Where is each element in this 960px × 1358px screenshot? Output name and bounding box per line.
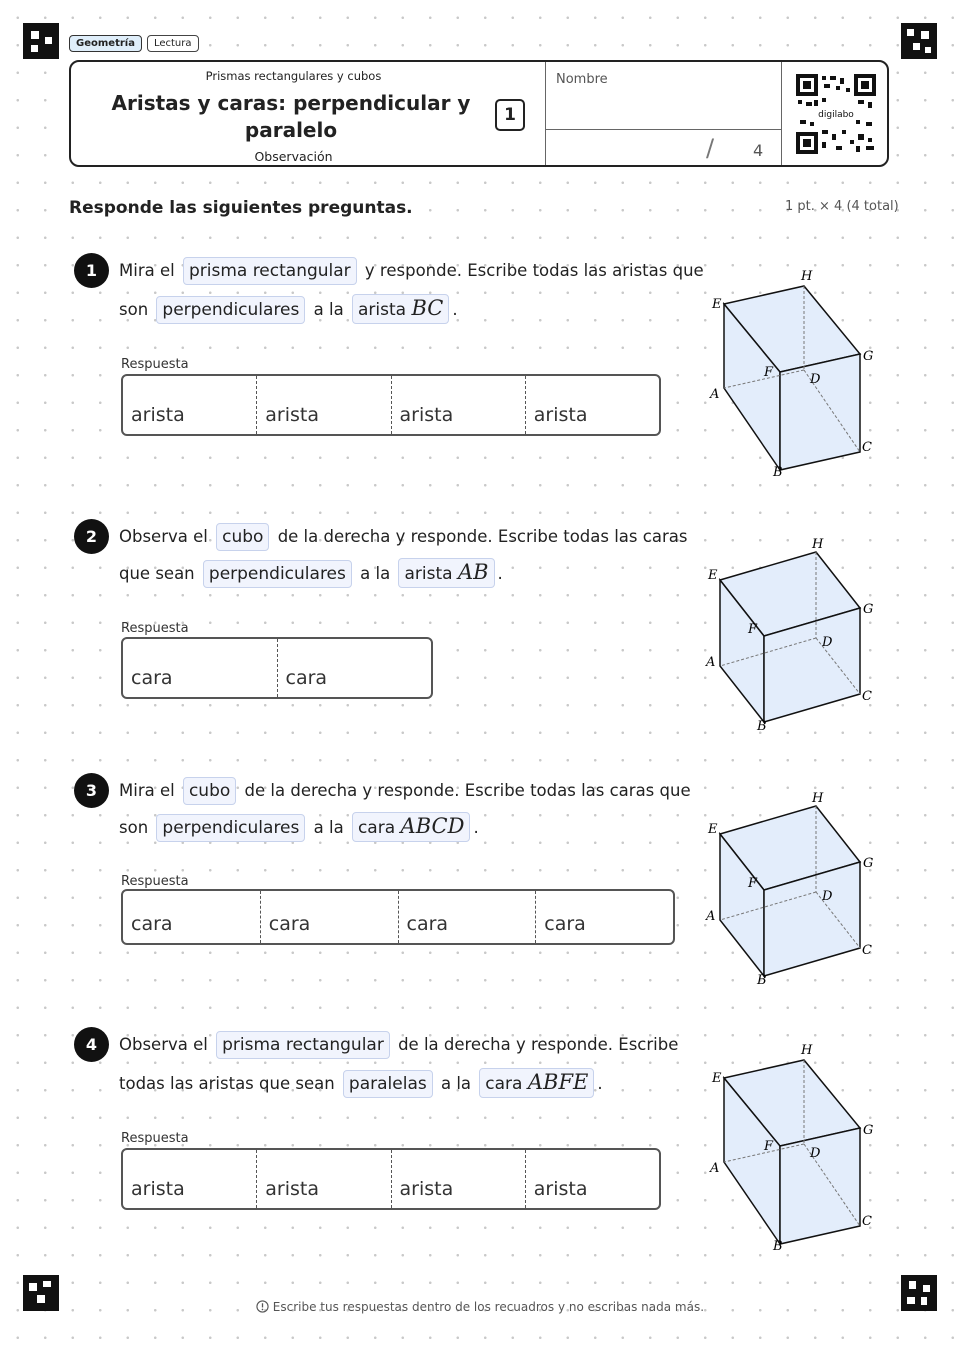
info-icon <box>256 1300 269 1313</box>
keyword-chip: paralelas <box>343 1070 433 1098</box>
vertex-label-d: D <box>810 372 821 387</box>
vertex-label-g: G <box>863 602 874 617</box>
tag-group <box>69 35 199 52</box>
answer-cell[interactable] <box>391 376 525 434</box>
text-segment: de la derecha y responde. Escribe todas las caras que <box>244 781 691 800</box>
vertex-label-a: A <box>710 387 720 402</box>
text-segment: de la derecha y responde. Escribe todas las caras <box>277 527 688 546</box>
vertex-label-g: G <box>863 856 874 871</box>
vertex-label-c: C <box>862 689 872 704</box>
answer-cell[interactable] <box>256 1150 390 1208</box>
text-segment: a la <box>440 1074 472 1093</box>
answer-cell[interactable] <box>123 1150 256 1208</box>
answer-box[interactable] <box>121 1148 661 1210</box>
vertex-label-d: D <box>822 889 833 904</box>
vertex-label-e: E <box>712 297 722 312</box>
answer-box[interactable] <box>121 374 661 436</box>
question-number: 4 <box>74 1027 109 1062</box>
vertex-label-h: H <box>801 269 813 284</box>
vertex-label-a: A <box>710 1161 720 1176</box>
vertex-label-a: A <box>706 655 716 670</box>
keyword-chip: cubo <box>183 777 236 805</box>
vertex-label-e: E <box>708 822 718 837</box>
text-segment: y responde. Escribe todas las aristas que <box>364 261 704 280</box>
vertex-label-e: E <box>708 568 718 583</box>
vertex-label-f: F <box>764 1139 774 1154</box>
answer-cell[interactable] <box>525 1150 659 1208</box>
response-label: Respuesta <box>121 621 189 636</box>
period: . <box>497 564 503 583</box>
target-chip <box>398 558 494 588</box>
cell-hint: arista <box>533 1178 588 1200</box>
text-segment: a la <box>313 300 344 319</box>
answer-box[interactable] <box>121 637 433 699</box>
response-label: Respuesta <box>121 357 189 372</box>
vertex-label-g: G <box>863 1123 874 1138</box>
page-title: Aristas y caras: perpendicular y paralelo <box>111 91 471 142</box>
name-divider <box>546 129 782 130</box>
answer-cell[interactable] <box>256 376 390 434</box>
target-math: ABFE <box>527 1070 589 1094</box>
answer-cell[interactable] <box>260 891 398 943</box>
target-math: BC <box>411 296 444 320</box>
answer-cell[interactable] <box>123 891 260 943</box>
worksheet-number: 1 <box>495 99 525 131</box>
text-segment: Observa el <box>119 527 208 546</box>
text-segment: son <box>119 300 149 319</box>
question-number: 3 <box>74 773 109 808</box>
text-segment: Mira el <box>119 781 175 800</box>
cube-figure <box>700 534 880 764</box>
name-area <box>545 62 782 165</box>
vertex-label-f: F <box>748 876 758 891</box>
vertex-label-h: H <box>812 537 824 552</box>
vertex-label-h: H <box>812 791 824 806</box>
vertex-label-b: B <box>757 719 767 734</box>
worksheet-header <box>69 60 889 167</box>
response-label: Respuesta <box>121 874 189 889</box>
header-title-area <box>71 62 545 165</box>
target-chip <box>352 294 449 324</box>
vertex-label-b: B <box>773 465 783 480</box>
cell-hint: arista <box>533 404 588 426</box>
cell-hint: cara <box>544 913 586 935</box>
question-number: 1 <box>74 253 109 288</box>
qr-area <box>781 62 887 165</box>
footer-text: Escribe tus respuestas dentro de los recuadros y no escribas nada más. <box>272 1300 705 1314</box>
vertex-label-b: B <box>773 1239 783 1254</box>
vertex-label-c: C <box>862 943 872 958</box>
question-text-line <box>119 1031 678 1059</box>
target-word: arista <box>357 300 407 320</box>
keyword-chip: perpendiculares <box>156 296 305 324</box>
keyword-chip: prisma rectangular <box>183 257 357 285</box>
qr-label: digilabo <box>818 110 854 120</box>
text-segment: a la <box>360 564 391 583</box>
target-math: ABCD <box>400 814 465 838</box>
question-text-line <box>119 812 479 842</box>
footer-note <box>0 1300 960 1314</box>
question-text-line <box>119 294 458 324</box>
period: . <box>473 818 479 837</box>
answer-cell[interactable] <box>123 639 277 697</box>
cell-hint: arista <box>399 404 454 426</box>
header-subtitle: Prismas rectangulares y cubos <box>205 69 382 83</box>
answer-cell[interactable] <box>535 891 673 943</box>
instruction: Responde las siguientes preguntas. <box>69 198 413 218</box>
cell-hint: arista <box>131 1178 185 1200</box>
vertex-label-f: F <box>764 365 774 380</box>
target-chip <box>352 812 470 842</box>
cell-hint: cara <box>406 913 449 935</box>
text-segment: a la <box>313 818 344 837</box>
vertex-label-g: G <box>863 349 874 364</box>
keyword-chip: prisma rectangular <box>216 1031 390 1059</box>
target-word: cara <box>485 1074 523 1094</box>
vertex-label-c: C <box>862 440 872 455</box>
period: . <box>597 1074 603 1093</box>
cell-hint: cara <box>131 913 173 935</box>
corner-marker-top-left <box>23 23 59 59</box>
vertex-label-c: C <box>862 1214 872 1229</box>
text-segment: Mira el <box>119 261 175 280</box>
target-chip <box>479 1068 594 1098</box>
answer-cell[interactable] <box>277 639 432 697</box>
tag-geometria[interactable]: Geometría <box>69 35 142 52</box>
qr-code-icon <box>796 74 876 154</box>
text-segment: todas las aristas que sean <box>119 1074 335 1093</box>
cell-hint: cara <box>268 913 311 935</box>
corner-marker-top-right <box>901 23 937 59</box>
vertex-label-d: D <box>822 635 833 650</box>
cell-hint: cara <box>131 667 173 689</box>
cell-hint: arista <box>265 404 319 426</box>
target-word: cara <box>357 818 396 838</box>
answer-box[interactable] <box>121 889 675 945</box>
vertex-label-e: E <box>712 1071 722 1086</box>
keyword-chip: perpendiculares <box>156 814 305 842</box>
target-word: arista <box>404 564 453 584</box>
keyword-chip: cubo <box>216 523 269 551</box>
question-text-line <box>119 1068 603 1098</box>
vertex-label-a: A <box>706 909 716 924</box>
keyword-chip: perpendiculares <box>203 560 352 588</box>
answer-cell[interactable] <box>391 1150 525 1208</box>
cell-hint: arista <box>399 1178 454 1200</box>
answer-cell[interactable] <box>398 891 536 943</box>
prism-figure <box>700 262 880 492</box>
prism-figure <box>700 1036 880 1266</box>
target-math: AB <box>457 560 489 584</box>
vertex-label-d: D <box>810 1146 821 1161</box>
tag-lectura[interactable]: Lectura <box>147 35 199 52</box>
period: . <box>452 300 458 319</box>
text-segment: son <box>119 818 149 837</box>
answer-cell[interactable] <box>123 376 256 434</box>
vertex-label-f: F <box>748 622 758 637</box>
question-number: 2 <box>74 519 109 554</box>
cube-figure <box>700 788 880 1018</box>
answer-cell[interactable] <box>525 376 659 434</box>
question-text-line <box>119 777 691 805</box>
score-slash: / <box>706 134 715 162</box>
cell-hint: cara <box>285 667 328 689</box>
text-segment: Observa el <box>119 1035 208 1054</box>
score-total: 4 <box>753 141 764 160</box>
cell-hint: arista <box>131 404 185 426</box>
text-segment: de la derecha y responde. Escribe <box>398 1035 679 1054</box>
vertex-label-b: B <box>757 973 767 988</box>
question-text-line <box>119 558 503 588</box>
cell-hint: arista <box>265 1178 319 1200</box>
text-segment: que sean <box>119 564 195 583</box>
vertex-label-h: H <box>801 1043 813 1058</box>
question-text-line <box>119 523 687 551</box>
points-info: 1 pt. × 4 (4 total) <box>785 199 899 214</box>
response-label: Respuesta <box>121 1131 189 1146</box>
question-text-line <box>119 257 704 285</box>
name-label: Nombre <box>556 72 608 87</box>
header-mode: Observación <box>254 149 333 164</box>
